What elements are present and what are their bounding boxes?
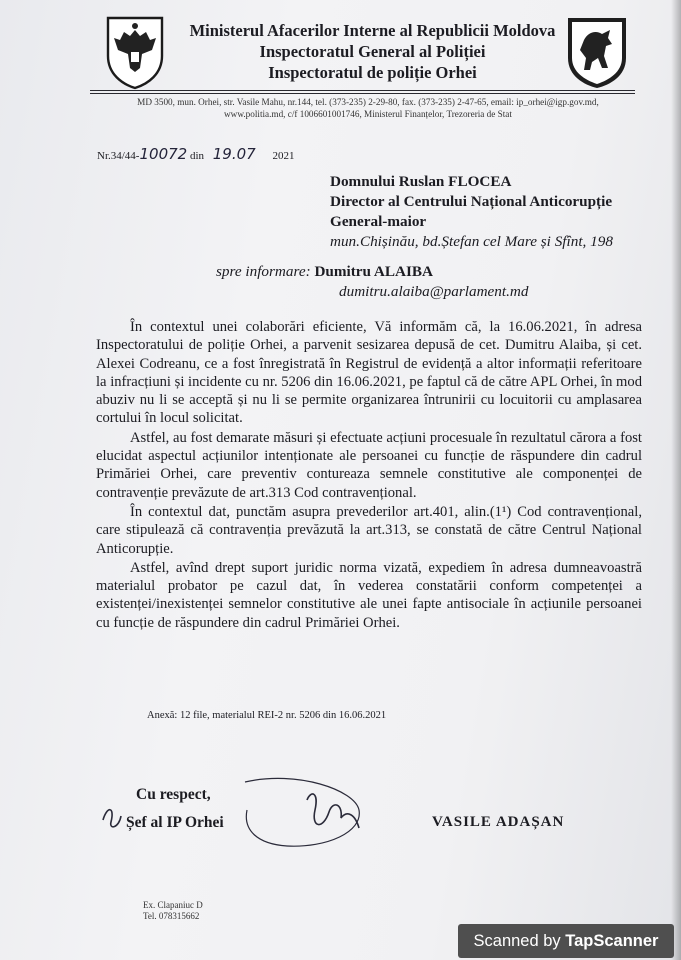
- reference-din: din: [189, 150, 205, 162]
- addressee-address: mun.Chișinău, bd.Ștefan cel Mare și Sfînt, 198: [330, 233, 613, 250]
- addressee-title: Director al Centrului Național Anticorupție: [330, 193, 613, 210]
- info-recipient: [216, 262, 529, 300]
- letter-body: [96, 318, 642, 633]
- executor-phone: Tel. 078315662: [143, 911, 200, 921]
- reference-handwritten-date: 19.07: [212, 145, 256, 163]
- closing-respect: Cu respect,: [136, 786, 211, 803]
- reference-year: 2021: [272, 150, 295, 162]
- police-general-inspectorate: Inspectoratul General al Poliției: [259, 42, 486, 61]
- contact-line-1: MD 3500, mun. Orhei, str. Vasile Mahu, nr.144, tel. (373-235) 2-29-80, fax. (373-235) 2-47-65, email: ip_orhei@igp.gov.md,: [137, 97, 599, 107]
- executor-info: [143, 900, 203, 922]
- header-rule-bottom: [90, 93, 635, 94]
- letterhead: [185, 20, 560, 83]
- watermark-prefix: Scanned by: [473, 932, 566, 950]
- info-label: spre informare:: [216, 263, 311, 280]
- handwritten-signature: [97, 770, 397, 850]
- signatory-name: VASILE ADAȘAN: [432, 814, 565, 830]
- scanner-watermark: [458, 924, 674, 958]
- contact-info: [88, 96, 648, 120]
- addressee-name: Domnului Ruslan FLOCEA: [330, 173, 512, 190]
- body-paragraph-4: Astfel, avînd drept suport juridic norma vizată, expediem în adresa dumneavoastră materialul probator pe cazul dat, în vederea constatării conform competenței a existenței/inexistenței semnelor constitutive ale unei fapte antisociale în acțiunile persoanei cu funcție de răspundere din cadrul Primăriei Orhei.: [96, 559, 642, 631]
- body-paragraph-1: În contextul unei colaborări eficiente, Vă informăm că, la 16.06.2021, în adresa Inspectoratului de poliție Orhei, a parvenit sesizarea depusă de cet. Dumitru Alaiba, și cet. Alexei Codreanu, ce a fost înregistrată în Registrul de evidență a altor informații referitoare la infracțiuni și incidente cu nr. 5206 din 16.06.2021, pe faptul că de către APL Orhei, în mod abuziv nu li se acceptă și nu li se permite organizarea întrunirii cu locuitorii cu amplasarea cortului în locul solicitat.: [96, 319, 642, 427]
- police-inspectorate-orhei: Inspectoratul de poliție Orhei: [268, 63, 477, 82]
- header-rule-top: [90, 90, 635, 91]
- moldova-coat-of-arms-icon: [100, 12, 170, 90]
- body-paragraph-2: Astfel, au fost demarate măsuri și efectuate acțiuni procesuale în rezultatul cărora a fost elucidat aspectul acțiunilor intenționate ale persoanei cu funcție de răspundere din cadrul Primăriei Orhei, care preventiv contureaza semnele constitutive ale componenței de contravenție prevăzute de art.313 Cod contravențional.: [96, 429, 642, 501]
- ministry-name: Ministerul Afacerilor Interne al Republicii Moldova: [189, 21, 556, 40]
- reference-prefix: Nr.34/44-: [97, 150, 140, 162]
- executor-name: Ex. Clapaniuc D: [143, 900, 203, 910]
- addressee-block: [330, 172, 613, 252]
- contact-line-2: www.politia.md, c/f 1006601001746, Ministerul Finanțelor, Trezoreria de Stat: [224, 109, 512, 119]
- closing-position: Șef al IP Orhei: [126, 814, 224, 831]
- body-paragraph-3: În contextul dat, punctăm asupra prevederilor art.401, alin.(1¹) Cod contravențional, care stipulează că contravenția prevăzută la art.313, se constată de către Centrul Național Anticorupție.: [96, 503, 642, 557]
- addressee-rank: General-maior: [330, 213, 427, 230]
- reference-number: [97, 145, 294, 163]
- attachment-note: Anexă: 12 file, materialul REI-2 nr. 5206 din 16.06.2021: [147, 710, 387, 721]
- info-name: Dumitru ALAIBA: [314, 263, 434, 280]
- reference-handwritten-number: 10072: [139, 145, 188, 163]
- page-edge-shadow: [671, 0, 681, 960]
- info-email: dumitru.alaiba@parlament.md: [339, 283, 529, 300]
- police-emblem-icon: [562, 12, 632, 90]
- watermark-brand: TapScanner: [565, 932, 659, 950]
